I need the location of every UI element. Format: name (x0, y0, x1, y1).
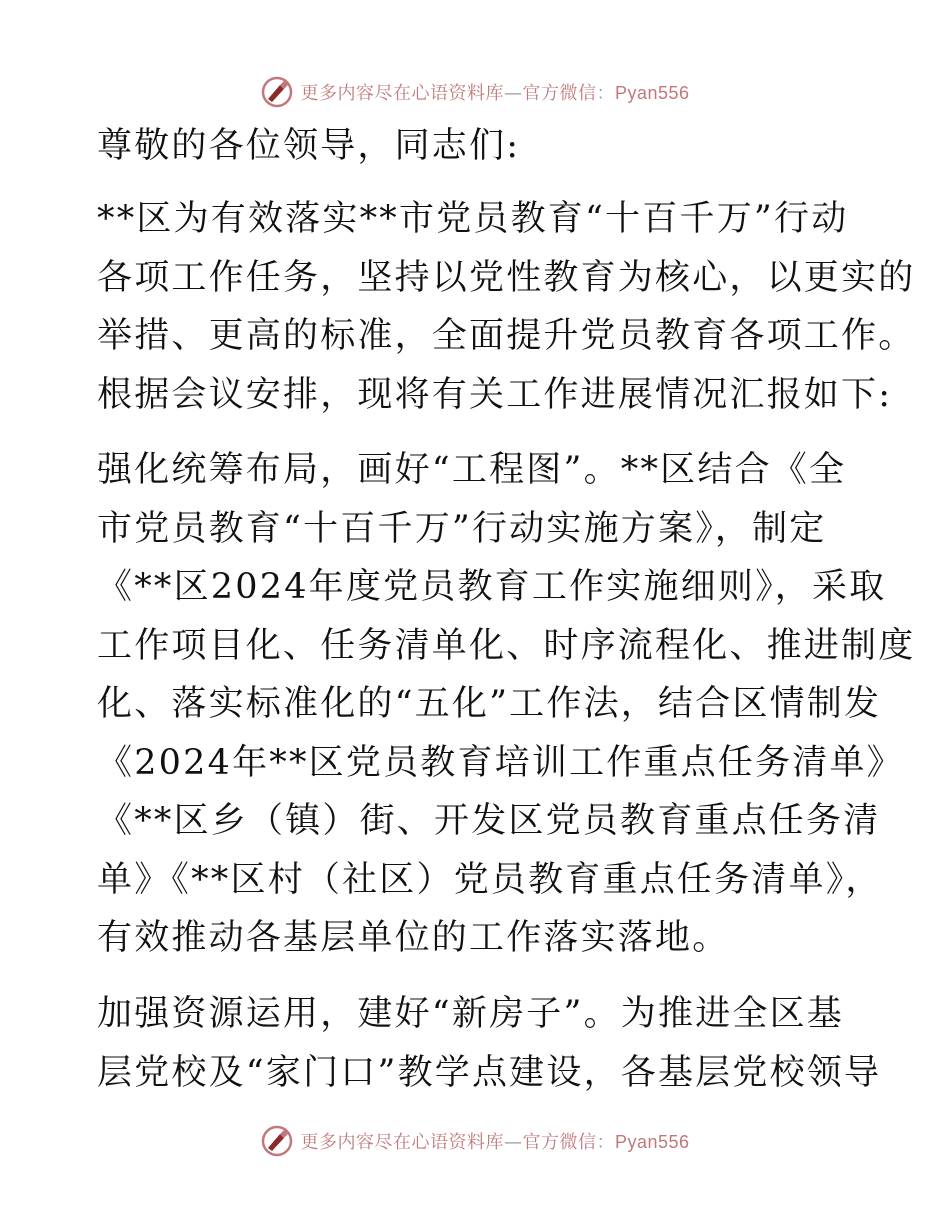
paragraph-line: 各项工作任务，坚持以党性教育为核心，以更实的 (97, 257, 916, 298)
paragraph-line: 《**区乡（镇）街、开发区党员教育重点任务清 (97, 801, 881, 841)
paragraph-planning (97, 441, 916, 968)
greeting-text: 尊敬的各位领导，同志们: (97, 126, 521, 166)
paragraph-line: 《2024年**区党员教育培训工作重点任务清单》 (97, 742, 904, 783)
logo-icon (260, 75, 294, 109)
paragraph-line: 有效推动各基层单位的工作落实落地。 (97, 918, 730, 958)
paragraph-line: 举措、更高的标准，全面提升党员教育各项工作。 (97, 316, 916, 356)
paragraph-line: 根据会议安排，现将有关工作进展情况汇报如下: (97, 374, 893, 415)
greeting-line (97, 117, 857, 176)
paragraph-line: 强化统筹布局，画好“工程图”。**区结合《全 (97, 450, 847, 490)
paragraph-line: 加强资源运用，建好“新房子”。为推进全区基 (97, 994, 844, 1034)
paragraph-line: 市党员教育“十百千万”行动实施方案》，制定 (97, 508, 827, 549)
paragraph-line: 单》《**区村（社区）党员教育重点任务清单》， (97, 859, 883, 900)
logo-icon (260, 1124, 294, 1158)
watermark-footer (0, 1121, 950, 1161)
paragraph-resources (97, 985, 882, 1102)
paragraph-line: 《**区2024年度党员教育工作实施细则》，采取 (97, 567, 887, 607)
paragraph-line: 化、落实标准化的“五化”工作法，结合区情制发 (97, 684, 882, 724)
paragraph-line: 层党校及“家门口”教学点建设，各基层党校领导 (97, 1052, 882, 1093)
watermark-header (0, 72, 950, 112)
watermark-text: 更多内容尽在心语资料库—官方微信：Pyan556 (300, 83, 690, 104)
paragraph-line: **区为有效落实**市党员教育“十百千万”行动 (97, 199, 849, 239)
watermark-text: 更多内容尽在心语资料库—官方微信：Pyan556 (300, 1132, 690, 1153)
paragraph-intro (97, 190, 916, 424)
paragraph-line: 工作项目化、任务清单化、时序流程化、推进制度 (97, 625, 916, 666)
